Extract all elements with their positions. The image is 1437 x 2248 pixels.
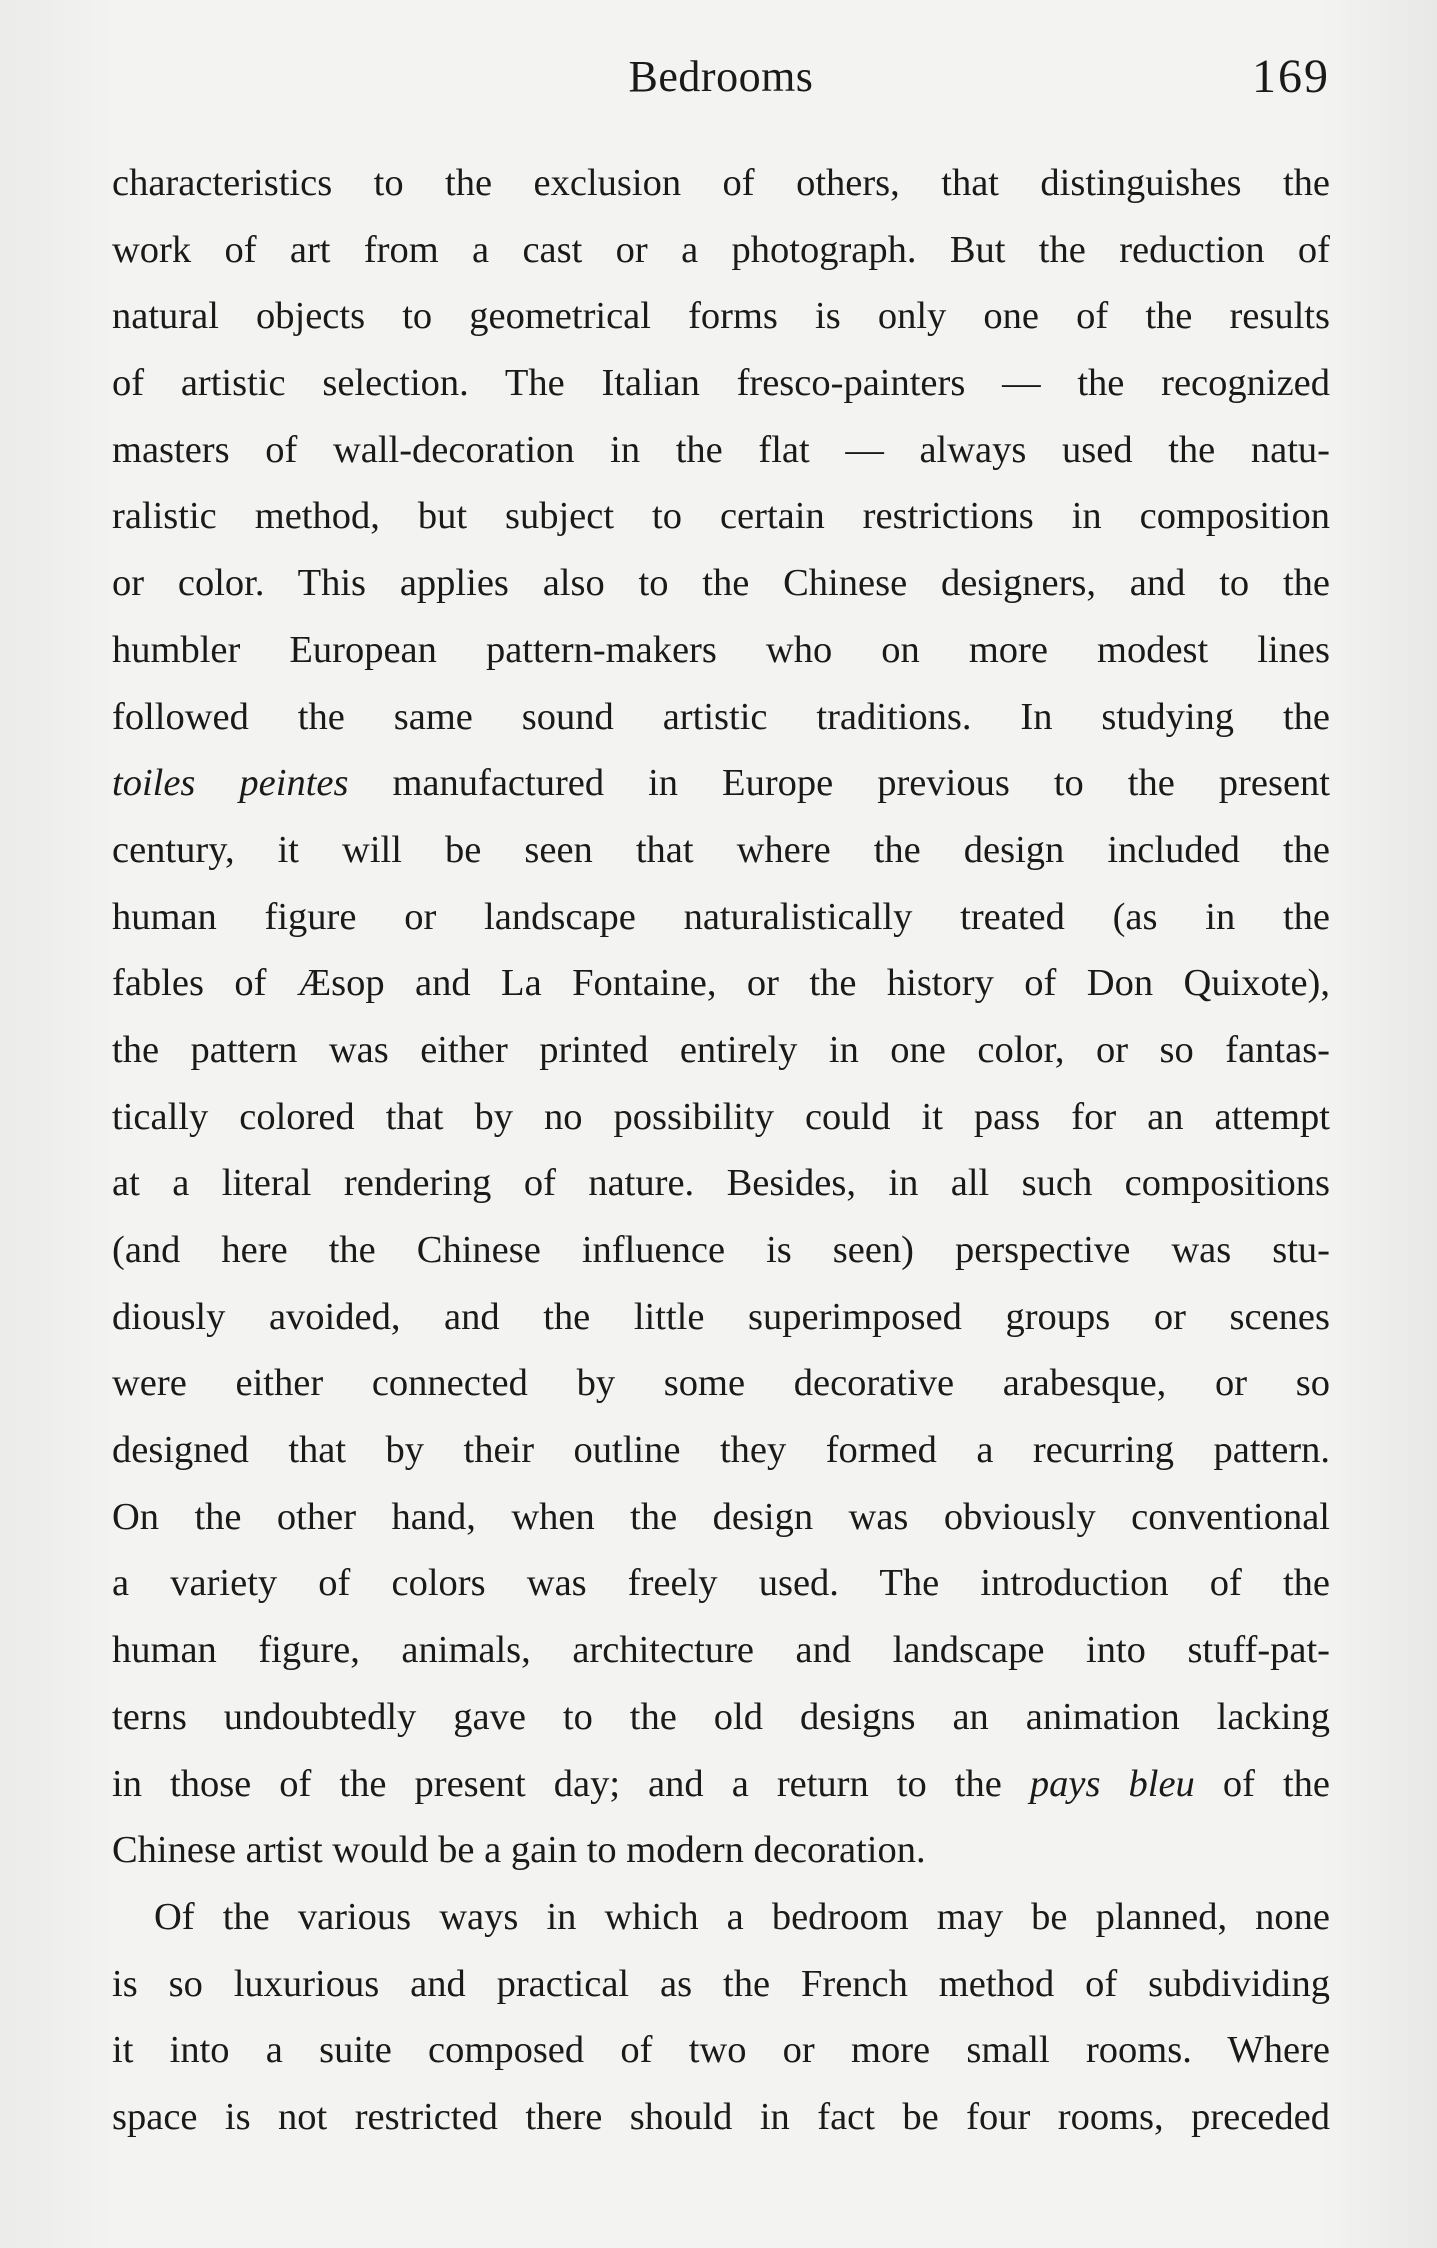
paragraph	[112, 150, 1330, 1884]
text-segment: or color. This applies also to the Chinese designers, and to the	[112, 562, 1330, 605]
text-segment: Chinese artist would be a gain to modern decoration.	[112, 1829, 926, 1872]
text-line	[112, 1150, 1330, 1217]
text-segment: manufactured in Europe previous to the present	[348, 762, 1330, 805]
text-line	[112, 1617, 1330, 1684]
text-line	[112, 1284, 1330, 1351]
text-segment: (and here the Chinese influence is seen) perspective was stu-	[112, 1229, 1330, 1271]
text-line	[112, 150, 1330, 217]
text-line	[112, 750, 1330, 817]
text-segment: fables of Æsop and La Fontaine, or the history of Don Quixote),	[112, 962, 1330, 1005]
text-segment: a variety of colors was freely used. The introduction of the	[112, 1562, 1330, 1605]
text-segment: terns undoubtedly gave to the old designs an animation lacking	[112, 1695, 1330, 1738]
paragraph	[112, 1884, 1330, 2151]
text-line	[112, 1951, 1330, 2018]
text-line	[112, 1484, 1330, 1551]
text-line	[112, 1884, 1330, 1951]
text-segment: diously avoided, and the little superimposed groups or scenes	[112, 1295, 1330, 1338]
text-line	[112, 617, 1330, 684]
text-segment: of the	[1194, 1762, 1330, 1805]
text-line	[112, 1350, 1330, 1417]
text-line	[112, 1817, 1330, 1884]
text-segment: space is not restricted there should in fact be four rooms, preceded	[112, 2095, 1330, 2138]
text-segment: of artistic selection. The Italian fresco-painters — the recognized	[112, 362, 1330, 405]
text-segment: masters of wall-decoration in the flat — always used the natu-	[112, 428, 1330, 471]
italic-text: toiles peintes	[112, 762, 349, 805]
text-line	[112, 2084, 1330, 2151]
text-line	[112, 350, 1330, 417]
text-segment: followed the same sound artistic traditions. In studying the	[112, 695, 1330, 738]
text-segment: at a literal rendering of nature. Besides, in all such compositions	[112, 1162, 1330, 1205]
text-line	[112, 1684, 1330, 1751]
text-segment: it into a suite composed of two or more small rooms. Where	[112, 2029, 1330, 2072]
text-line	[112, 684, 1330, 751]
text-segment: were either connected by some decorative arabesque, or so	[112, 1362, 1330, 1405]
text-segment: On the other hand, when the design was obviously conventional	[112, 1495, 1330, 1538]
text-segment: Of the various ways in which a bedroom may be planned, none	[154, 1895, 1330, 1938]
text-segment: human figure, animals, architecture and landscape into stuff-pat-	[112, 1629, 1330, 1672]
text-line	[112, 217, 1330, 284]
running-title: Bedrooms	[628, 52, 814, 101]
running-header	[112, 42, 1330, 112]
text-line	[112, 1017, 1330, 1084]
text-line	[112, 417, 1330, 484]
page-number: 169	[1252, 50, 1330, 103]
text-segment: human figure or landscape naturalistically treated (as in the	[112, 895, 1330, 938]
italic-text: pays bleu	[1029, 1762, 1195, 1805]
body-text	[112, 150, 1330, 2151]
text-line	[112, 1417, 1330, 1484]
text-line	[112, 2017, 1330, 2084]
text-line	[112, 1217, 1330, 1284]
text-segment: is so luxurious and practical as the French method of subdividing	[112, 1962, 1330, 2005]
text-segment: natural objects to geometrical forms is only one of the results	[112, 295, 1330, 338]
text-segment: tically colored that by no possibility could it pass for an attempt	[112, 1095, 1330, 1138]
text-segment: humbler European pattern-makers who on more modest lines	[112, 628, 1330, 671]
text-segment: in those of the present day; and a return to the	[112, 1762, 1030, 1805]
text-line	[112, 884, 1330, 951]
text-line	[112, 1550, 1330, 1617]
text-line	[112, 550, 1330, 617]
text-line	[112, 1084, 1330, 1151]
text-line	[112, 817, 1330, 884]
text-line	[112, 1751, 1330, 1818]
text-line	[112, 950, 1330, 1017]
text-segment: the pattern was either printed entirely in one color, or so fantas-	[112, 1028, 1330, 1071]
text-segment: designed that by their outline they formed a recurring pattern.	[112, 1429, 1330, 1472]
text-segment: century, it will be seen that where the design included the	[112, 828, 1330, 871]
text-line	[112, 283, 1330, 350]
text-segment: ralistic method, but subject to certain restrictions in composition	[112, 495, 1330, 538]
text-segment: work of art from a cast or a photograph. But the reduction of	[112, 228, 1330, 271]
text-segment: characteristics to the exclusion of others, that distinguishes the	[112, 162, 1330, 204]
text-line	[112, 483, 1330, 550]
